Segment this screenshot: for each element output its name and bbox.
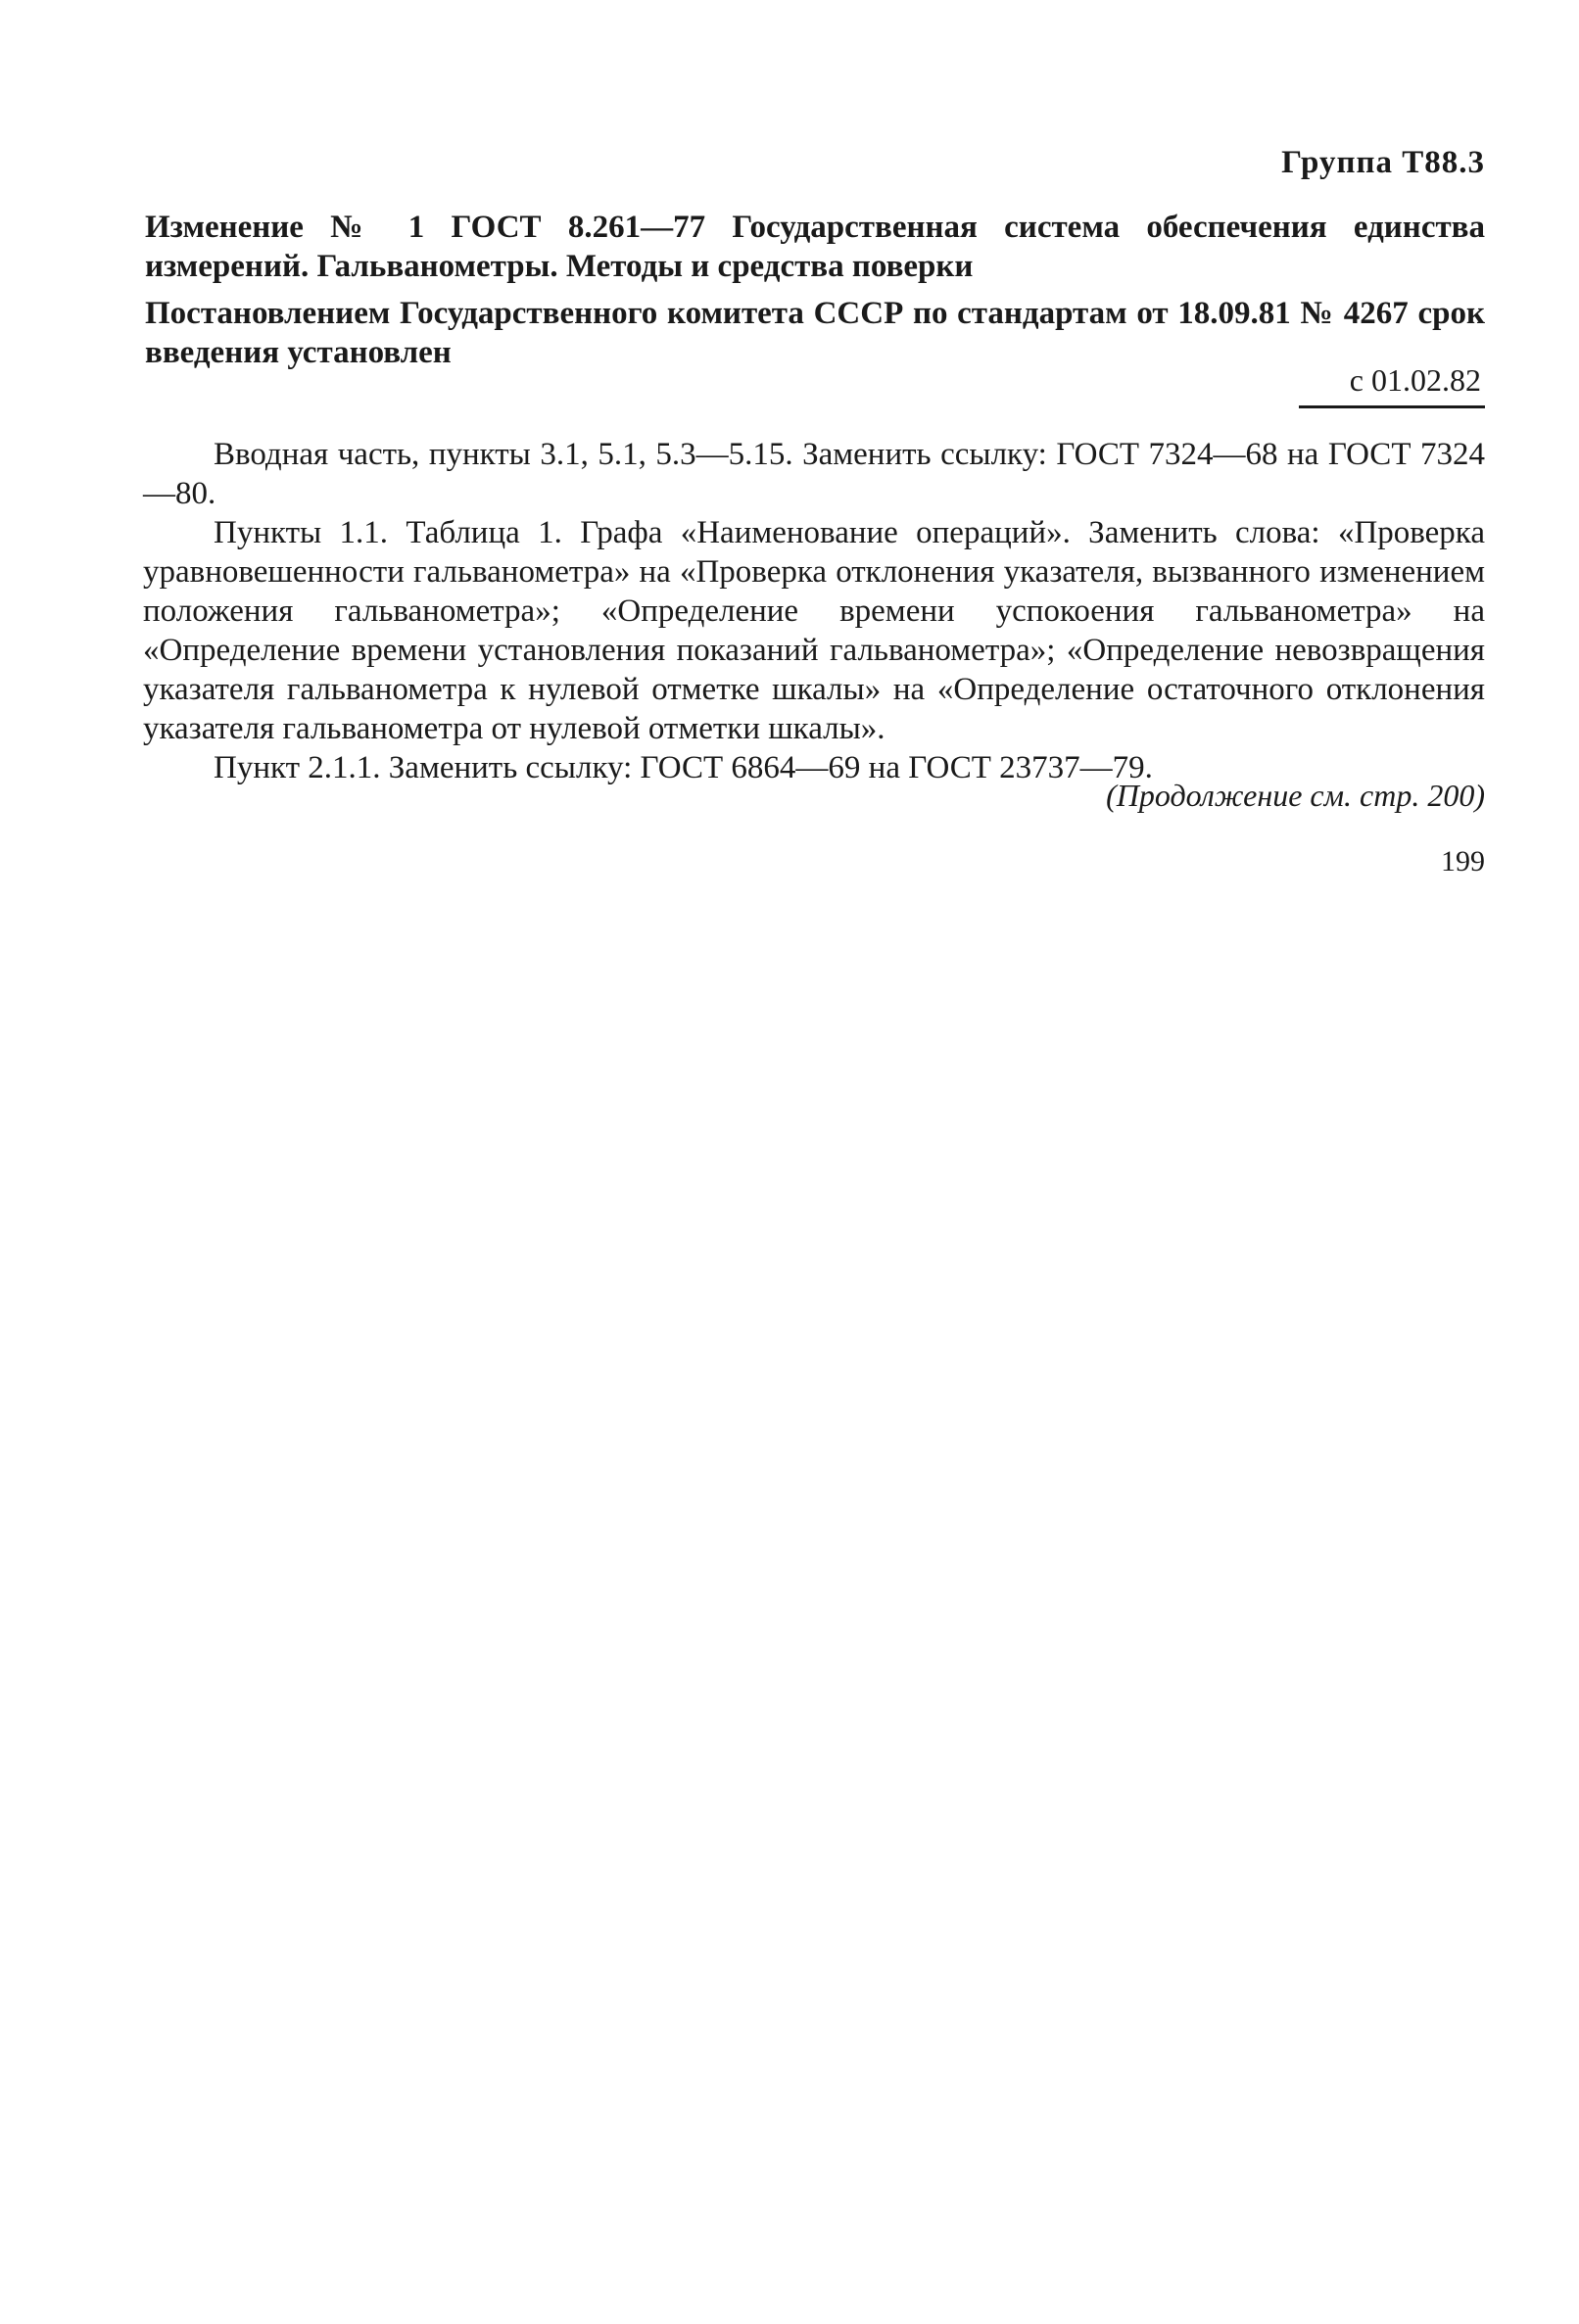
- paragraph-clause-1-1: Пункты 1.1. Таблица 1. Графа «Наименование операций». Заменить слова: «Проверка уравновешенности гальванометра» на «Проверка отклонения указателя, вызванного изменением положения гальванометра»; «Определение времени успокоения гальванометра» на «Определение времени установления показаний гальванометра»; «Определение невозвращения указателя гальванометра к нулевой отметке шкалы» на «Определение остаточного отклонения указателя гальванометра от нулевой отметки шкалы».: [143, 515, 1485, 746]
- group-classification: Группа Т88.3: [1281, 145, 1485, 180]
- paragraph-intro: Вводная часть, пункты 3.1, 5.1, 5.3—5.15. Заменить ссылку: ГОСТ 7324—68 на ГОСТ 7324—80.: [143, 437, 1485, 511]
- amendment-title: Изменение № 1 ГОСТ 8.261—77 Государственная система обеспечения единства измерений. Гальванометры. Методы и средства поверки: [145, 210, 1485, 284]
- effective-date: с 01.02.82: [1299, 360, 1485, 408]
- continuation-note: (Продолжение см. стр. 200): [1106, 778, 1485, 813]
- page-number: 199: [1441, 845, 1485, 877]
- decree-statement: Постановлением Государственного комитета СССР по стандартам от 18.09.81 № 4267 срок введения установлен: [145, 296, 1485, 370]
- paragraph-clause-2-1-1: Пункт 2.1.1. Заменить ссылку: ГОСТ 6864—69 на ГОСТ 23737—79.: [214, 750, 1153, 785]
- amendment-body: [143, 435, 1485, 787]
